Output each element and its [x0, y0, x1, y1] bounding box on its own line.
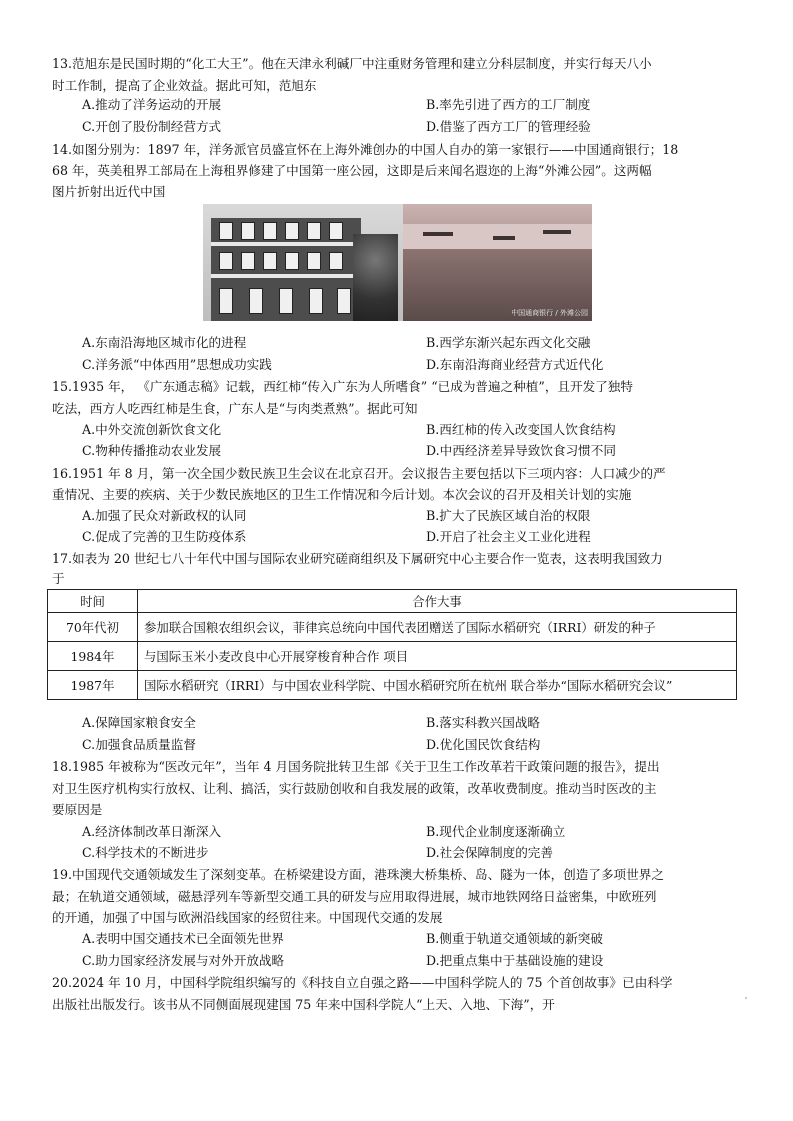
table-cell-event: 参加联合国粮农组织会议，菲律宾总统向中国代表团赠送了国际水稻研究（IRRI）研发的种子 — [138, 613, 737, 642]
q19-stem-line2: 最；在轨道交通领域，磁悬浮列车等新型交通工具的研发与应用取得进展，城市地铁网络日益密集，中欧班列 — [52, 889, 657, 904]
q16-stem-line1: 16.1951 年 8 月，第一次全国少数民族卫生会议在北京召开。会议报告主要包括以下三项内容：人口减少的严 — [52, 466, 666, 481]
q14-option-b: B.西学东渐兴起东西文化交融 — [426, 335, 591, 350]
q14-option-d: D.东南沿海商业经营方式近代化 — [426, 357, 604, 372]
q14-stem-line1: 14.如图分别为：1897 年，洋务派官员盛宣怀在上海外滩创办的中国人自办的第一家银行——中国通商银行；18 — [52, 142, 679, 157]
table-cell-time: 70年代初 — [48, 613, 138, 642]
q15-stem-line2: 吃法，西方人吃西红柿是生食，广东人是“与肉类煮熟”。据此可知 — [52, 401, 418, 416]
q20-stem-line1: 20.2024 年 10 月，中国科学院组织编写的《科技自立自强之路——中国科学院人的 75 个首创故事》已由科学 — [52, 975, 673, 990]
q19-option-d: D.把重点集中于基础设施的建设 — [426, 953, 604, 968]
q17-stem-line1: 17.如表为 20 世纪七八十年代中国与国际农业研究磋商组织及下属研究中心主要合作一览表，这表明我国致力 — [52, 551, 663, 566]
q16-option-d: D.开启了社会主义工业化进程 — [426, 529, 591, 544]
table-row — [48, 671, 737, 700]
table-cell-event: 与国际玉米小麦改良中心开展穿梭育种合作 项目 — [138, 642, 737, 671]
q13-option-b: B.率先引进了西方的工厂制度 — [426, 97, 591, 112]
q16-option-a: A.加强了民众对新政权的认同 — [82, 508, 247, 523]
q15-option-d: D.中西经济差异导致饮食习惯不同 — [426, 443, 616, 458]
q16-option-b: B.扩大了民族区域自治的权限 — [426, 508, 591, 523]
q19-option-a: A.表明中国交通技术已全面领先世界 — [82, 931, 285, 946]
q13-option-c: C.开创了股份制经营方式 — [82, 119, 222, 134]
q13-stem-line1: 13.范旭东是民国时期的“化工大王”。他在天津永利碱厂中注重财务管理和建立分科层制度，并实行每天八小 — [52, 56, 652, 71]
table-row — [48, 642, 737, 671]
cooperation-table — [47, 589, 737, 700]
q16-stem-line2: 重情况、主要的疾病、关于少数民族地区的卫生工作情况和今后计划。本次会议的召开及相关计划的实施 — [52, 487, 632, 502]
q13-option-a: A.推动了洋务运动的开展 — [82, 97, 222, 112]
q18-stem-line1: 18.1985 年被称为“医改元年”，当年 4 月国务院批转卫生部《关于卫生工作改革若干政策问题的报告》，提出 — [52, 759, 660, 774]
table-header-row — [48, 590, 737, 613]
q16-option-c: C.促成了完善的卫生防疫体系 — [82, 529, 247, 544]
tree-silhouette — [353, 234, 398, 321]
q15-stem-line1: 15.1935 年， 《广东通志稿》记载，西红柿“传入广东为人所嗜食” “已成为普遍之种植”，且开发了独特 — [52, 379, 633, 394]
q17-option-d: D.优化国民饮食结构 — [426, 737, 541, 752]
q15-option-c: C.物种传播推动农业发展 — [82, 443, 222, 458]
q17-option-a: A.保障国家粮食安全 — [82, 715, 196, 730]
q20-stem-line2: 出版社出版发行。该书从不同侧面展现建国 75 年来中国科学院人“上天、入地、下海”，开 — [52, 997, 555, 1012]
q14-stem-line2: 68 年，英美租界工部局在上海租界修建了中国第一座公园，这即是后来闻名遐迩的上海“外滩公园”。这两幅 — [52, 163, 652, 178]
photo-caption: 中国通商银行 / 外滩公园 — [511, 309, 588, 317]
q19-option-c: C.助力国家经济发展与对外开放战略 — [82, 953, 285, 968]
q17-stem-line2: 于 — [52, 571, 65, 586]
bank-building-photo — [203, 204, 403, 321]
q14-option-a: A.东南沿海地区城市化的进程 — [82, 335, 247, 350]
table-cell-event: 国际水稻研究（IRRI）与中国农业科学院、中国水稻研究所在杭州 联合举办“国际水稻研究会议” — [138, 671, 737, 700]
q13-option-d: D.借鉴了西方工厂的管理经验 — [426, 119, 591, 134]
q17-option-c: C.加强食品质量监督 — [82, 737, 196, 752]
q15-option-a: A.中外交流创新饮食文化 — [82, 422, 222, 437]
q19-stem-line3: 的开通，加强了中国与欧洲沿线国家的经贸往来。中国现代交通的发展 — [52, 910, 443, 925]
q14-photos — [203, 204, 592, 321]
bund-park-photo — [403, 204, 592, 321]
scan-speck — [745, 997, 747, 999]
table-cell-time: 1987年 — [48, 671, 138, 700]
table-header-time: 时间 — [48, 590, 138, 613]
q18-stem-line3: 要原因是 — [52, 802, 103, 817]
q14-option-c: C.洋务派“中体西用”思想成功实践 — [82, 357, 272, 372]
building-facade — [211, 218, 361, 321]
q18-option-c: C.科学技术的不断进步 — [82, 845, 209, 860]
q17-option-b: B.落实科教兴国战略 — [426, 715, 541, 730]
q13-stem-line2: 时工作制，提高了企业效益。据此可知，范旭东 — [52, 78, 317, 93]
table-header-event: 合作大事 — [138, 590, 737, 613]
table-cell-time: 1984年 — [48, 642, 138, 671]
q14-stem-line3: 图片折射出近代中国 — [52, 184, 166, 199]
q18-stem-line2: 对卫生医疗机构实行放权、让利、搞活，实行鼓励创收和自我发展的政策，改革收费制度。推动当时医改的主 — [52, 781, 657, 796]
q19-option-b: B.侧重于轨道交通领域的新突破 — [426, 931, 603, 946]
table-row — [48, 613, 737, 642]
q18-option-a: A.经济体制改革日渐深入 — [82, 824, 222, 839]
q18-option-d: D.社会保障制度的完善 — [426, 845, 553, 860]
q18-option-b: B.现代企业制度逐渐确立 — [426, 824, 566, 839]
q15-option-b: B.西红柿的传入改变国人饮食结构 — [426, 422, 616, 437]
q19-stem-line1: 19.中国现代交通领域发生了深刻变革。在桥梁建设方面，港珠澳大桥集桥、岛、隧为一体，创造了多项世界之 — [52, 867, 664, 882]
